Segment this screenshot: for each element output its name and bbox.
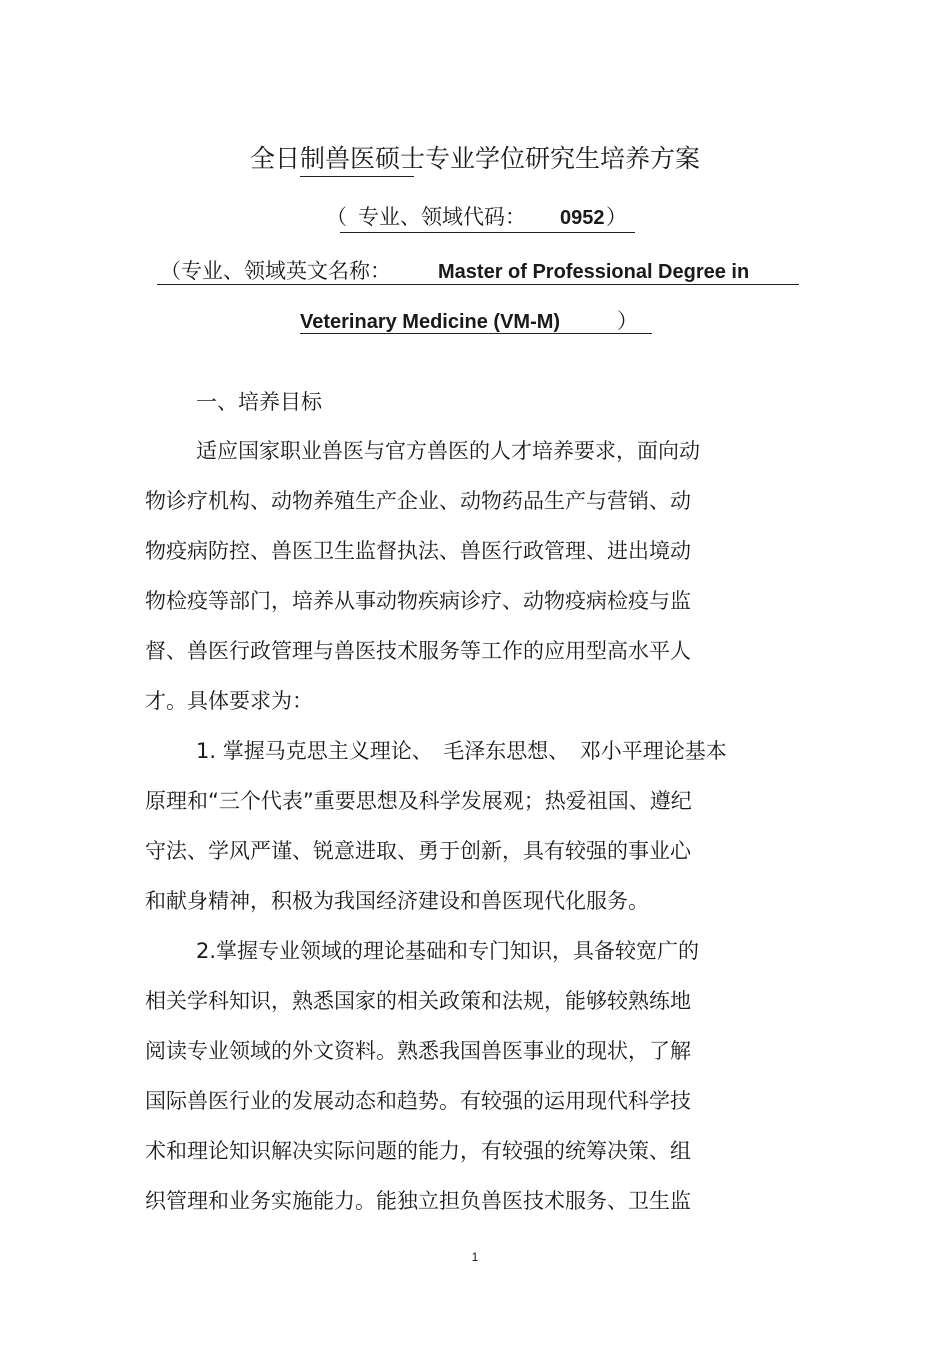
english-name-underline-1	[157, 284, 799, 285]
body-line: 阅读专业领域的外文资料。熟悉我国兽医事业的现状，了解	[145, 1039, 691, 1063]
english-name-underline-2	[300, 333, 652, 334]
body-line: 物诊疗机构、动物养殖生产企业、动物药品生产与营销、动	[145, 489, 691, 513]
code-close-paren: ）	[606, 205, 627, 229]
code-open-paren: （	[326, 205, 347, 229]
english-name-part1: Master of Professional Degree in	[438, 261, 750, 283]
body-line: 和献身精神，积极为我国经济建设和兽医现代化服务。	[145, 889, 649, 913]
body-line: 织管理和业务实施能力。能独立担负兽医技术服务、卫生监	[145, 1189, 691, 1213]
body-line: 相关学科知识，熟悉国家的相关政策和法规，能够较熟练地	[145, 989, 691, 1013]
english-name-part2: Veterinary Medicine (VM-M)	[300, 311, 561, 333]
field-code: 0952	[560, 207, 605, 229]
document-title: 全日制兽医硕士专业学位研究生培养方案	[249, 144, 700, 173]
english-name-close-paren: ）	[617, 309, 638, 333]
section-heading: 一、培养目标	[196, 390, 322, 414]
body-line: 守法、学风严谨、锐意进取、勇于创新，具有较强的事业心	[145, 839, 691, 863]
code-label: 专业、领域代码：	[358, 205, 526, 229]
title-underline	[300, 176, 414, 177]
page-number: 1	[471, 1250, 479, 1264]
body-line: 原理和“三个代表”重要思想及科学发展观；热爱祖国、遵纪	[145, 789, 692, 813]
body-line: 国际兽医行业的发展动态和趋势。有较强的运用现代科学技	[145, 1089, 691, 1113]
code-underline	[340, 232, 635, 233]
body-line: 督、兽医行政管理与兽医技术服务等工作的应用型高水平人	[145, 639, 691, 663]
body-line: 术和理论知识解决实际问题的能力，有较强的统筹决策、组	[145, 1139, 691, 1163]
body-line: 物检疫等部门，培养从事动物疾病诊疗、动物疫病检疫与监	[145, 589, 691, 613]
body-line: 才。具体要求为：	[145, 689, 313, 713]
body-line: 1. 掌握马克思主义理论、 毛泽东思想、 邓小平理论基本	[196, 739, 727, 763]
body-line: 适应国家职业兽医与官方兽医的人才培养要求，面向动	[196, 439, 700, 463]
body-line: 2.掌握专业领域的理论基础和专门知识，具备较宽广的	[196, 939, 700, 963]
english-name-label: （专业、领域英文名称：	[160, 259, 391, 283]
body-line: 物疫病防控、兽医卫生监督执法、兽医行政管理、进出境动	[145, 539, 691, 563]
